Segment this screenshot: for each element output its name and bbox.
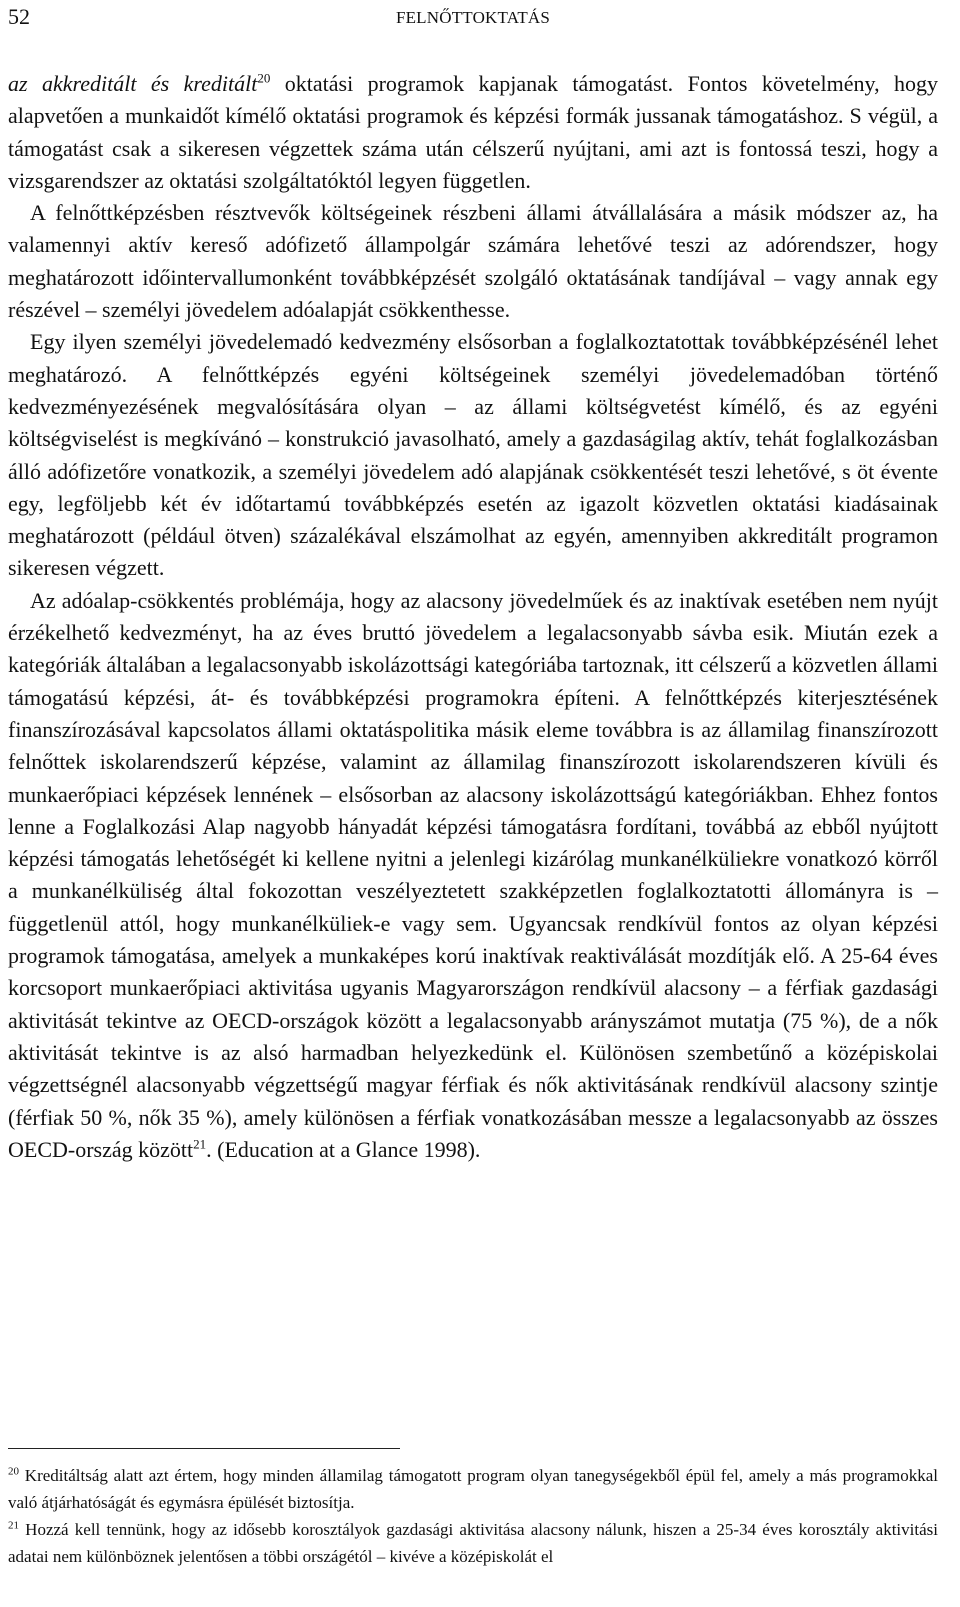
footnote-ref-21[interactable]: 21: [193, 1136, 207, 1152]
italic-phrase: az akkreditált és kreditált: [8, 71, 258, 96]
paragraph-4: [8, 585, 938, 1166]
footnote-number: 21: [8, 1519, 19, 1532]
footnote-ref-20[interactable]: 20: [257, 70, 271, 86]
paragraph-4-tail: . (Education at a Glance 1998).: [206, 1136, 481, 1162]
page-number: 52: [8, 4, 30, 29]
paragraph-4-text: Az adóalap-csökkentés problémája, hogy az alacsony jövedelműek és az inaktívak esetében nem nyújt érzékelhető kedvezményt, ha az éves bruttó jövedelem a legalacsonyabb sávba esik. Miután ezek a kategóriák általában a legalacsonyabb iskolázottsági kategóriába tartoznak, itt célszerű a közvetlen állami támogatású képzési, át- és továbbképzési programokra építeni. A felnőttképzés kiterjesztésének finanszírozásával kapcsolatos állami oktatáspolitika másik eleme továbbra is az államilag finanszírozott felnőttek iskolarendszerű képzése, valamint az államilag finanszírozott iskolarendszeren kívüli és munkaerőpiaci képzések lennének – elsősorban az alacsony iskolázottságú kategóriákban. Ehhez fontos lenne a Foglalkozási Alap nagyobb hányadát képzési támogatásra fordítani, továbbá az ebből nyújtott képzési támogatás lehetőségét ki kellene nyitni a jelenlegi kizárólag munkanélküliekre vonatkozó körről a munkanélküliség által fokozottan veszélyeztetett szakképzetlen foglalkoztatotti állományra is – függetlenül attól, hogy munkanélküliek-e vagy sem. Ugyancsak rendkívül fontos az olyan képzési programok támogatása, amelyek a munkaképes korú inaktívak reaktiválását mozdítják elő. A 25-64 éves korcsoport munkaerőpiaci aktivitása ugyanis Magyarországon rendkívül alacsony – a férfiak gazdasági aktivitását tekintve az OECD-országok között a legalacsonyabb arányszámot mutatja (75 %), de a nők aktivitását tekintve is az alsó harmadban helyezkedünk el. Különösen szembetűnő a középiskolai végzettségnél alacsonyabb végzettségű magyar férfiak és nők aktivitásának rendkívül alacsony szintje (férfiak 50 %, nők 35 %), amely különösen a férfiak vonatkozásában messze a legalacsonyabb az összes OECD-ország között: [8, 587, 938, 1162]
footnote-number: 20: [8, 1465, 19, 1478]
footnote-text: Kreditáltság alatt azt értem, hogy minden államilag támogatott program olyan tanegységekből épül fel, amely a más programokkal való átjárhatóságát és egymásra épülését biztosítja.: [8, 1466, 938, 1512]
footnote-21: [8, 1516, 938, 1570]
page-header: [8, 4, 938, 40]
paragraph-2: A felnőttképzésben résztvevők költségeinek részbeni állami átvállalására a másik módszer az, ha valamennyi aktív kereső adófizető állampolgár számára lehetővé teszi az adórendszer, hogy meghatározott időintervallumonként továbbképzését szolgáló oktatásának tandíjával – vagy annak egy részével – személyi jövedelem adóalapját csökkenthesse.: [8, 200, 938, 323]
body-text: [8, 68, 938, 1166]
running-title: FELNŐTTOKTATÁS: [395, 8, 551, 27]
footnote-20: [8, 1462, 938, 1516]
paragraph-1: [8, 68, 938, 197]
paragraph-1-text: oktatási programok kapjanak támogatást. Fontos követelmény, hogy alapvetően a munkaidőt kímélő oktatási programok és képzési formák jussanak támogatáshoz. S végül, a támogatást csak a sikeresen végzettek száma után célszerű nyújtani, ami azt is fontossá teszi, hogy a vizsgarendszer az oktatási szolgáltatóktól legyen független.: [8, 71, 938, 193]
footnote-text: Hozzá kell tennünk, hogy az idősebb korosztályok gazdasági aktivitása alacsony nálunk, hiszen a 25-34 éves korosztály aktivitási adatai nem különböznek jelentősen a többi országétól – kivéve a középiskolát el: [8, 1520, 938, 1566]
footnote-divider: [8, 1448, 400, 1449]
paragraph-3: Egy ilyen személyi jövedelemadó kedvezmény elsősorban a foglalkoztatottak továbbképzésénél lehet meghatározó. A felnőttképzés egyéni költségeinek személyi jövedelemadóban történő kedvezményezésének megvalósítására olyan – az állami költségvetést kímélő, és az egyéni költségviselést is megkívánó – konstrukció javasolható, amely a gazdaságilag aktív, tehát foglalkozásban álló adófizetőre vonatkozik, a személyi jövedelem adó alapjának csökkentését teszi lehetővé, s öt évente egy, legföljebb két év időtartamú továbbképzés esetén az igazolt közvetlen oktatási kiadásainak meghatározott (például ötven) százalékával elszámolhat az egyén, amennyiben akkreditált programon sikeresen végzett.: [8, 329, 938, 581]
footnotes: [8, 1462, 938, 1570]
